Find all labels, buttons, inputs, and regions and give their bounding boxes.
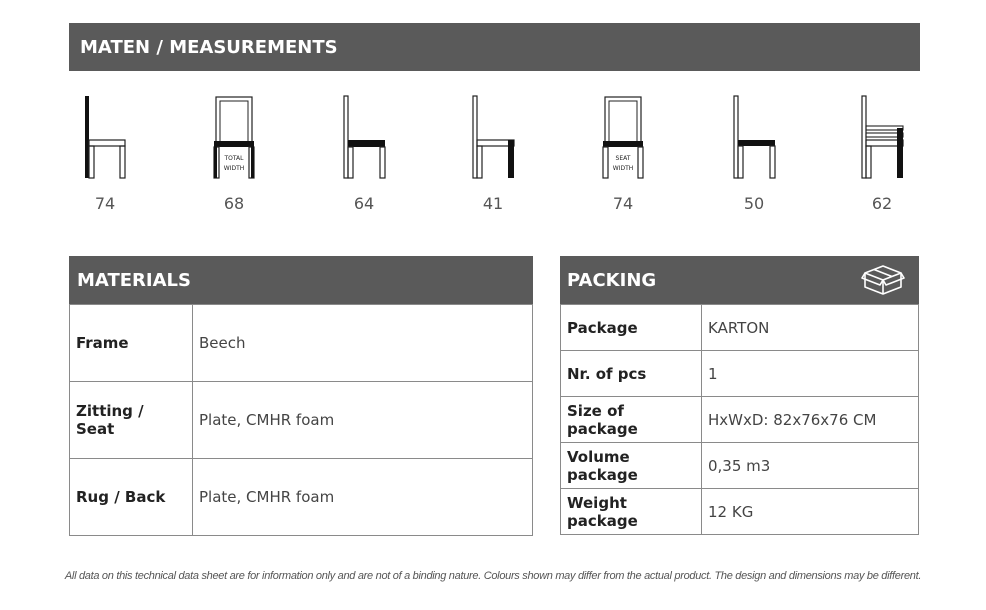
packing-value: HxWxD: 82x76x76 CM bbox=[702, 397, 919, 443]
table-row bbox=[561, 489, 919, 535]
table-row bbox=[70, 459, 533, 536]
table-row bbox=[70, 305, 533, 382]
measurements-header bbox=[69, 23, 920, 71]
table-row bbox=[561, 305, 919, 351]
materials-table bbox=[69, 304, 533, 536]
materials-value: Plate, CMHR foam bbox=[193, 459, 533, 536]
chair-label-total-width: TOTAL WIDTH bbox=[223, 155, 245, 172]
packing-header bbox=[560, 256, 919, 304]
packing-table bbox=[560, 304, 919, 535]
materials-value: Plate, CMHR foam bbox=[193, 382, 533, 459]
packing-key: Package bbox=[561, 305, 702, 351]
materials-title: MATERIALS bbox=[77, 269, 191, 291]
dimension-value: 74 bbox=[94, 194, 116, 213]
packing-value: 0,35 m3 bbox=[702, 443, 919, 489]
box-icon bbox=[861, 262, 905, 303]
materials-key: Zitting / Seat bbox=[70, 382, 193, 459]
chair-side-seat-depth-icon bbox=[719, 90, 789, 185]
dimension-value: 64 bbox=[353, 194, 375, 213]
packing-key: Weight package bbox=[561, 489, 702, 535]
materials-header bbox=[69, 256, 533, 304]
packing-value: 12 KG bbox=[702, 489, 919, 535]
materials-value: Beech bbox=[193, 305, 533, 382]
chair-side-seat-height-icon bbox=[458, 90, 528, 185]
materials-key: Frame bbox=[70, 305, 193, 382]
packing-key: Size of package bbox=[561, 397, 702, 443]
dimension-value: 41 bbox=[482, 194, 504, 213]
dimension-value: 68 bbox=[223, 194, 245, 213]
disclaimer-footnote: All data on this technical data sheet are for information only and are not of a binding nature. Colours shown may differ from the actual product. The design and dimensions may be different. bbox=[64, 570, 922, 582]
table-row bbox=[70, 382, 533, 459]
packing-key: Nr. of pcs bbox=[561, 351, 702, 397]
table-row bbox=[561, 443, 919, 489]
chair-side-total-depth-icon bbox=[329, 90, 399, 185]
table-row bbox=[561, 397, 919, 443]
materials-key: Rug / Back bbox=[70, 459, 193, 536]
measurements-title: MATEN / MEASUREMENTS bbox=[80, 36, 338, 58]
packing-key: Volume package bbox=[561, 443, 702, 489]
packing-value: 1 bbox=[702, 351, 919, 397]
chair-side-armrest-height-icon bbox=[847, 90, 917, 185]
dimension-value: 62 bbox=[871, 194, 893, 213]
dimension-value: 74 bbox=[612, 194, 634, 213]
chair-side-total-height-icon bbox=[70, 90, 140, 185]
packing-value: KARTON bbox=[702, 305, 919, 351]
table-row bbox=[561, 351, 919, 397]
packing-title: PACKING bbox=[567, 269, 657, 291]
chair-label-seat-width: SEAT WIDTH bbox=[612, 155, 634, 172]
chair-front-seat-width-icon bbox=[588, 90, 658, 185]
dimension-value: 50 bbox=[743, 194, 765, 213]
chair-front-total-width-icon bbox=[199, 90, 269, 185]
